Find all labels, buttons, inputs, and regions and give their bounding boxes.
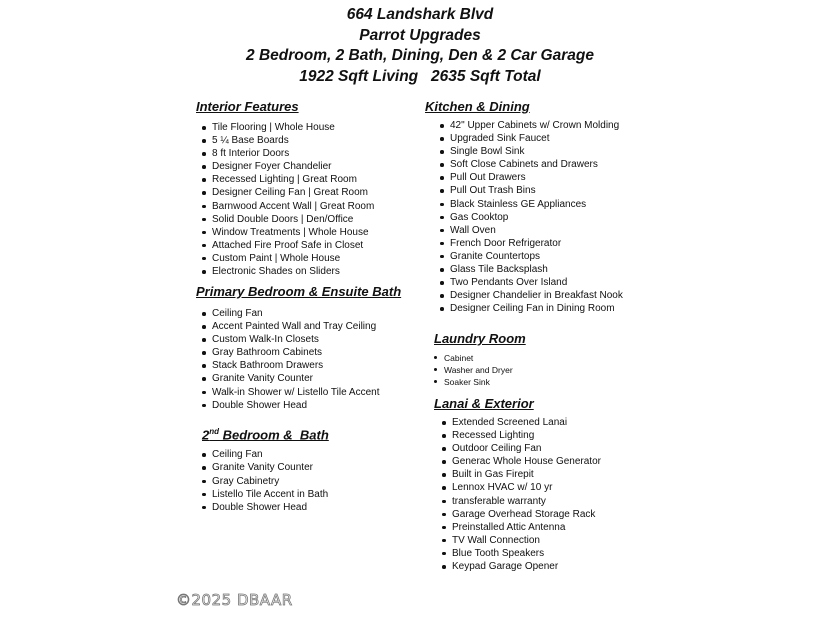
feature-list [428, 352, 634, 388]
section-title: Lanai & Exterior [434, 396, 534, 411]
list-item: Gas Cooktop [434, 211, 665, 224]
laundry-section [434, 331, 634, 388]
list-item: Solid Double Doors | Den/Office [196, 213, 426, 226]
list-item: Garage Overhead Storage Rack [436, 508, 654, 521]
list-item: transferable warranty [436, 495, 654, 508]
section-title: Interior Features [196, 99, 299, 114]
property-address: 664 Landshark Blvd [346, 6, 494, 23]
list-item: Ceiling Fan [196, 307, 426, 320]
list-item: Lennox HVAC w/ 10 yr [436, 481, 654, 494]
list-item: Designer Foyer Chandelier [196, 160, 426, 173]
list-item: Stack Bathroom Drawers [196, 359, 426, 372]
list-item: Extended Screened Lanai [436, 416, 654, 429]
list-item: Window Treatments | Whole House [196, 226, 426, 239]
list-item: Black Stainless GE Appliances [434, 198, 665, 211]
feature-list [436, 416, 654, 573]
feature-list [196, 307, 426, 412]
list-item: Gray Bathroom Cabinets [196, 346, 426, 359]
list-item: Generac Whole House Generator [436, 455, 654, 468]
interior-section [196, 99, 426, 278]
list-item: Upgraded Sink Faucet [434, 132, 665, 145]
list-item: French Door Refrigerator [434, 237, 665, 250]
list-item: Custom Walk-In Closets [196, 333, 426, 346]
list-item: Wall Oven [434, 224, 665, 237]
title-ordinal: nd [209, 427, 220, 436]
kitchen-section [425, 99, 665, 315]
list-item: Gray Cabinetry [196, 475, 426, 488]
list-item: Washer and Dryer [428, 364, 634, 376]
list-item: Tile Flooring | Whole House [196, 121, 426, 134]
title-number: 2 [202, 427, 210, 443]
list-item: TV Wall Connection [436, 534, 654, 547]
square-footage: 1922 Sqft Living 2635 Sqft Total [299, 67, 541, 85]
list-item: Accent Painted Wall and Tray Ceiling [196, 320, 426, 333]
list-item: 5 ¼ Base Boards [196, 134, 426, 147]
list-item: Designer Ceiling Fan in Dining Room [434, 302, 665, 315]
document-header [0, 5, 840, 87]
list-item: Pull Out Drawers [434, 171, 665, 184]
list-item: Granite Countertops [434, 250, 665, 263]
list-item: Electronic Shades on Sliders [196, 265, 426, 278]
list-item: Preinstalled Attic Antenna [436, 521, 654, 534]
list-item: Blue Tooth Speakers [436, 547, 654, 560]
list-item: Glass Tile Backsplash [434, 263, 665, 276]
list-item: Double Shower Head [196, 399, 426, 412]
feature-list [434, 119, 665, 315]
list-item: Soaker Sink [428, 376, 634, 388]
feature-list [196, 121, 426, 278]
list-item: Designer Ceiling Fan | Great Room [196, 186, 426, 199]
list-item: 42" Upper Cabinets w/ Crown Molding [434, 119, 665, 132]
section-title: Kitchen & Dining [425, 99, 530, 114]
section-title: Laundry Room [434, 331, 526, 346]
section-title [202, 424, 426, 443]
upgrade-title: Parrot Upgrades [359, 26, 481, 44]
list-item: Built in Gas Firepit [436, 468, 654, 481]
list-item: Walk-in Shower w/ Listello Tile Accent [196, 386, 426, 399]
list-item: Granite Vanity Counter [196, 372, 426, 385]
list-item: Single Bowl Sink [434, 145, 665, 158]
list-item: Cabinet [428, 352, 634, 364]
list-item: Recessed Lighting [436, 429, 654, 442]
copyright-watermark: ©2025 DBAAR [176, 591, 293, 609]
list-item: Keypad Garage Opener [436, 560, 654, 573]
list-item: Double Shower Head [196, 501, 426, 514]
primary-bedroom-section [196, 284, 426, 412]
list-item: Listello Tile Accent in Bath [196, 488, 426, 501]
list-item: Granite Vanity Counter [196, 461, 426, 474]
list-item: Custom Paint | Whole House [196, 252, 426, 265]
list-item: Two Pendants Over Island [434, 276, 665, 289]
list-item: Soft Close Cabinets and Drawers [434, 158, 665, 171]
list-item: Designer Chandelier in Breakfast Nook [434, 289, 665, 302]
lanai-section [434, 396, 654, 573]
list-item: Barnwood Accent Wall | Great Room [196, 200, 426, 213]
list-item: 8 ft Interior Doors [196, 147, 426, 160]
list-item: Pull Out Trash Bins [434, 184, 665, 197]
list-item: Attached Fire Proof Safe in Closet [196, 239, 426, 252]
feature-list [196, 448, 426, 513]
section-title: Primary Bedroom & Ensuite Bath [196, 284, 402, 299]
list-item: Recessed Lighting | Great Room [196, 173, 426, 186]
list-item: Outdoor Ceiling Fan [436, 442, 654, 455]
property-summary: 2 Bedroom, 2 Bath, Dining, Den & 2 Car Garage [246, 47, 594, 64]
list-item: Ceiling Fan [196, 448, 426, 461]
second-bedroom-section [202, 424, 426, 514]
title-text: Bedroom & Bath [219, 427, 329, 443]
